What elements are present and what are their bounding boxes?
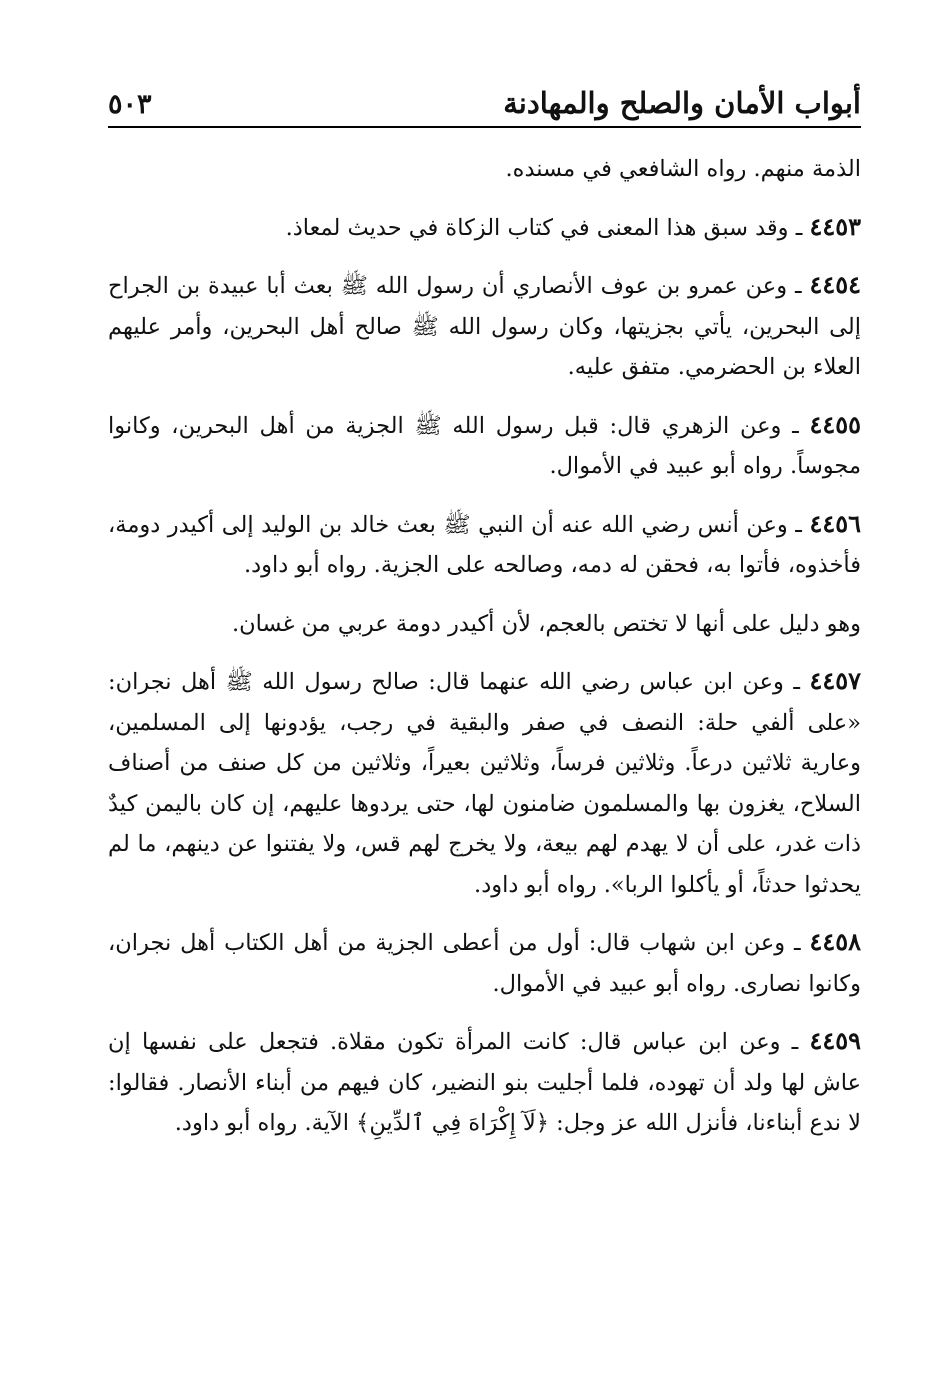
hadith-number: ٤٤٥٥: [809, 409, 861, 439]
paragraph-text: الذمة منهم. رواه الشافعي في مسنده.: [505, 156, 861, 182]
hadith-number: ٤٤٥٧: [809, 666, 861, 695]
paragraph: [108, 922, 861, 1004]
paragraph: [108, 405, 861, 487]
paragraph-text: وهو دليل على أنها لا تختص بالعجم، لأن أكيدر دومة عربي من غسان.: [231, 610, 861, 637]
hadith-number: ٤٤٥٩: [809, 1026, 861, 1055]
paragraph-text: ـ وعن ابن عباس رضي الله عنهما قال: صالح رسول الله ﷺ أهل نجران: «على ألفي حلة: النصف في صفر والبقية في رجب، يؤدونها إلى المسلمين، وعارية ثلاثين درعاً. وثلاثين فرساً، وثلاثين بعيراً، وثلاثين من كل صنف من أصناف السلاح، يغزون بها والمسلمون ضامنون لها، حتى يردوها عليهم، إن كان باليمن كيدٌ ذات غدر، على أن لا يهدم لهم بيعة، ولا يخرج لهم قس، ولا يفتنوا عن دينهم، ما لم يحدثوا حدثاً، أو يأكلوا الربا». رواه أبو داود.: [108, 669, 861, 898]
paragraph-text: ـ وقد سبق هذا المعنى في كتاب الزكاة في حديث لمعاذ.: [285, 214, 810, 241]
hadith-number: ٤٤٥٨: [809, 927, 861, 956]
page-body: [108, 148, 861, 1161]
paragraph-text: ـ وعن ابن عباس قال: كانت المرأة تكون مقلاة. فتجعل على نفسها إن عاش لها ولد أن تهوده، فلما أجليت بنو النضير، كان فيهم من أبناء الأنصار. فقالوا: لا ندع أبناءنا، فأنزل الله عز وجل: ﴿لَآ إِكْرَاهَ فِي ٱلدِّينِ﴾ الآية. رواه أبو داود.: [108, 1029, 861, 1136]
hadith-number: ٤٤٥٤: [809, 270, 861, 299]
paragraph-text: ـ وعن عمرو بن عوف الأنصاري أن رسول الله ﷺ بعث أبا عبيدة بن الجراح إلى البحرين، يأتي بجزيتها، وكان رسول الله ﷺ صالح أهل البحرين، وأمر عليهم العلاء بن الحضرمي. متفق عليه.: [108, 273, 861, 380]
paragraph: [108, 603, 861, 645]
paragraph: [108, 661, 861, 905]
paragraph-text: ـ وعن أنس رضي الله عنه أن النبي ﷺ بعث خالد بن الوليد إلى أكيدر دومة، فأخذوه، فأتوا به، فحقن له دمه، وصالحه على الجزية. رواه أبو داود.: [108, 511, 861, 578]
paragraph: [108, 1021, 861, 1144]
paragraph: [108, 207, 861, 249]
paragraph-text: ـ وعن الزهري قال: قبل رسول الله ﷺ الجزية من أهل البحرين، وكانوا مجوساً. رواه أبو عبيد في الأموال.: [108, 412, 861, 479]
paragraph-text: ـ وعن ابن شهاب قال: أول من أعطى الجزية من أهل الكتاب أهل نجران، وكانوا نصارى. رواه أبو عبيد في الأموال.: [108, 930, 861, 997]
chapter-title: أبواب الأمان والصلح والمهادنة: [503, 86, 861, 120]
page-header: [108, 78, 861, 128]
hadith-number: ٤٤٥٣: [809, 211, 861, 241]
paragraph: [108, 148, 861, 190]
page-number: ٥٠٣: [108, 89, 152, 120]
paragraph: [108, 504, 861, 586]
paragraph: [108, 265, 861, 388]
hadith-number: ٤٤٥٦: [809, 508, 861, 538]
